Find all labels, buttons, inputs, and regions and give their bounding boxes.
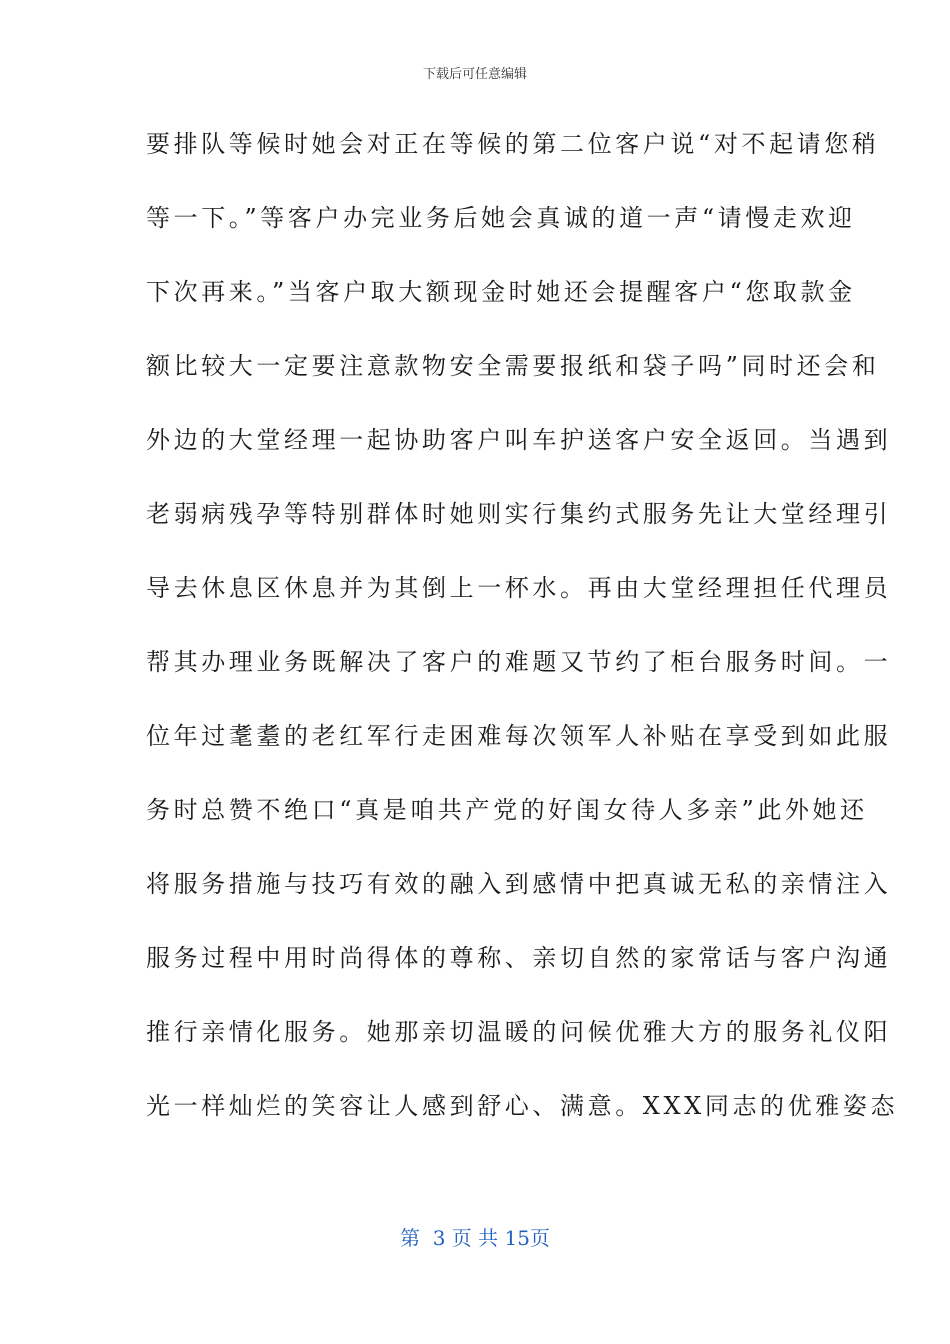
text-line: 等一下。”等客户办完业务后她会真诚的道一声“请慢走欢迎 xyxy=(146,204,856,232)
text-line: 服务过程中用时尚得体的尊称、亲切自然的家常话与客户沟通 xyxy=(146,944,892,972)
text-line: 光一样灿烂的笑容让人感到舒心、满意。XXX同志的优雅姿态 xyxy=(146,1092,899,1120)
text-line: 帮其办理业务既解决了客户的难题又节约了柜台服务时间。一 xyxy=(146,648,892,676)
body-text xyxy=(146,124,899,1160)
text-line: 要排队等候时她会对正在等候的第二位客户说“对不起请您稍 xyxy=(146,130,880,158)
text-line: 老弱病残孕等特别群体时她则实行集约式服务先让大堂经理引 xyxy=(146,500,892,528)
text-line: 务时总赞不绝口“真是咱共产党的好闺女待人多亲”此外她还 xyxy=(146,796,868,824)
page-footer xyxy=(0,1224,950,1252)
text-line: 额比较大一定要注意款物安全需要报纸和袋子吗”同时还会和 xyxy=(146,352,880,380)
page-number: 第 3 页 共 15页 xyxy=(400,1226,550,1250)
text-line: 下次再来。”当客户取大额现金时她还会提醒客户“您取款金 xyxy=(146,278,856,306)
text-line: 位年过耄耋的老红军行走困难每次领军人补贴在享受到如此服 xyxy=(146,722,892,750)
page-header: 下载后可任意编辑 xyxy=(422,67,527,82)
text-line: 将服务措施与技巧有效的融入到感情中把真诚无私的亲情注入 xyxy=(146,870,892,898)
text-line: 推行亲情化服务。她那亲切温暖的问候优雅大方的服务礼仪阳 xyxy=(146,1018,892,1046)
text-line: 导去休息区休息并为其倒上一杯水。再由大堂经理担任代理员 xyxy=(146,574,892,602)
text-line: 外边的大堂经理一起协助客户叫车护送客户安全返回。当遇到 xyxy=(146,426,892,454)
